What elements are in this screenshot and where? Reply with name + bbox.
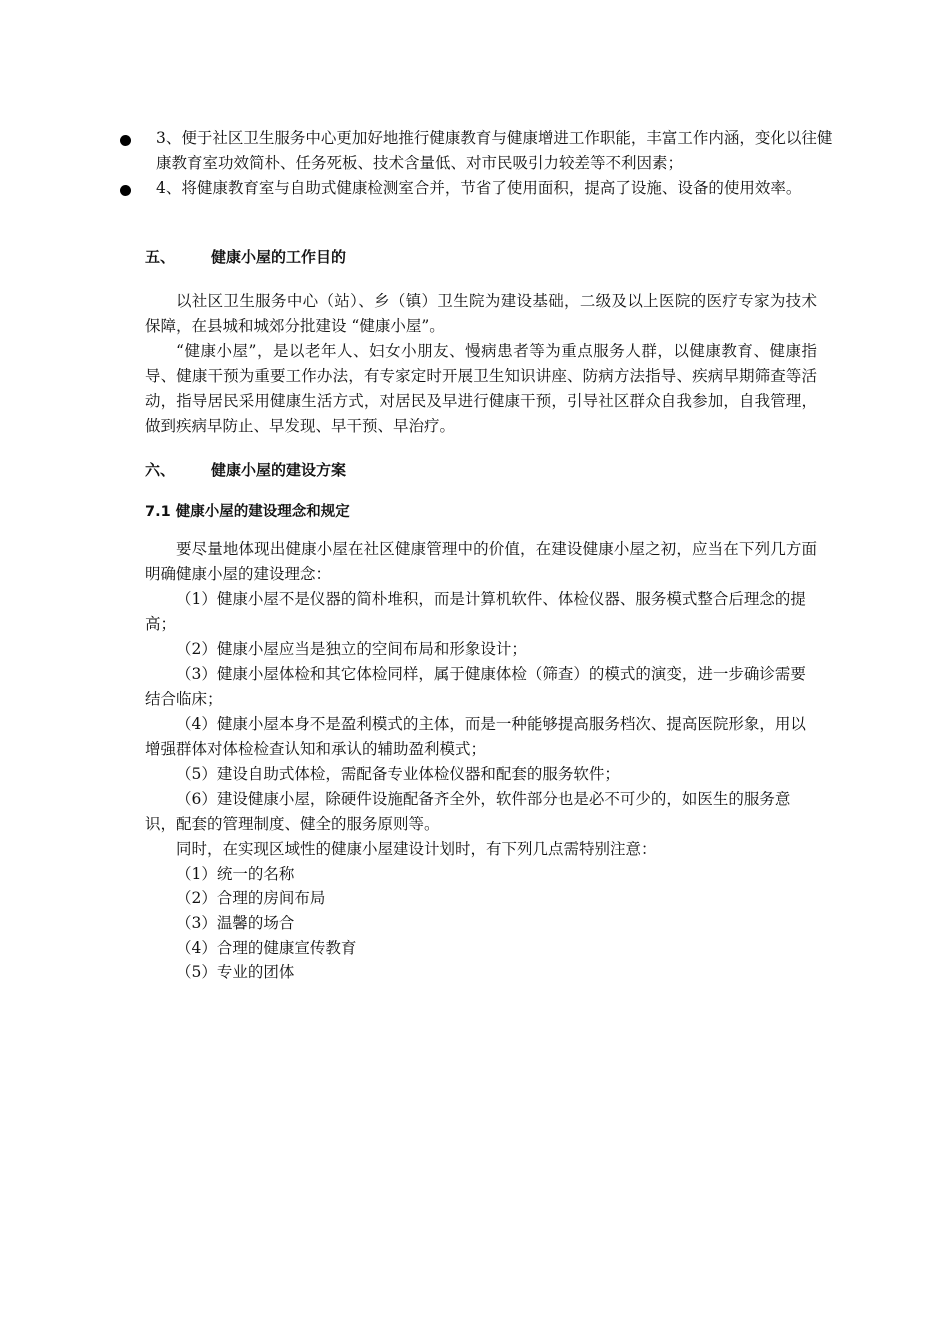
concept-item: （2）健康小屋应当是独立的空间布局和形象设计； bbox=[176, 640, 527, 658]
concept-item: （4）健康小屋本身不是盈利模式的主体，而是一种能够提高服务档次、提高医院形象，用以增强群体对体检检查认知和承认的辅助盈利模式； bbox=[145, 715, 806, 758]
section-5-number: 五、 bbox=[145, 248, 176, 266]
section-7-1-intro: 要尽量地体现出健康小屋在社区健康管理中的价值，在建设健康小屋之初，应当在下列几方面明确健康小屋的建设理念： bbox=[145, 540, 817, 583]
concept-item: （6）建设健康小屋，除硬件设施配备齐全外，软件部分也是必不可少的，如医生的服务意识，配套的管理制度、健全的服务原则等。 bbox=[145, 790, 791, 833]
notice-item: （1）统一的名称 bbox=[176, 865, 295, 883]
section-5-paragraph: 以社区卫生服务中心（站）、乡（镇）卫生院为建设基础，二级及以上医院的医疗专家为技术保障，在县城和城郊分批建设 “健康小屋”。 bbox=[145, 292, 817, 335]
concept-item: （5）建设自助式体检，需配备专业体检仪器和配套的服务软件； bbox=[176, 765, 620, 783]
section-6-number: 六、 bbox=[145, 461, 176, 479]
section-6-title: 健康小屋的建设方案 bbox=[211, 461, 347, 479]
section-7-1-heading: 7.1 健康小屋的建设理念和规定 bbox=[145, 504, 350, 520]
section-6-heading bbox=[145, 459, 346, 481]
bullet-text: 3、便于社区卫生服务中心更加好地推行健康教育与健康增进工作职能，丰富工作内涵，变化以往健康教育室功效简朴、任务死板、技术含量低、对市民吸引力较差等不利因素； bbox=[156, 129, 833, 172]
section-5-title: 健康小屋的工作目的 bbox=[211, 248, 347, 266]
section-5-paragraph: “健康小屋”，是以老年人、妇女小朋友、慢病患者等为重点服务人群，以健康教育、健康指导、健康干预为重要工作办法，有专家定时开展卫生知识讲座、防病方法指导、疾病早期筛查等活动，指导居民采用健康生活方式，对居民及早进行健康干预，引导社区群众自我参加，自我管理，做到疾病早防止、早发现、早干预、早治疗。 bbox=[145, 342, 817, 435]
bullet-dot-icon bbox=[120, 185, 131, 196]
bullet-dot-icon bbox=[120, 135, 131, 146]
bullet-text: 4、将健康教育室与自助式健康检测室合并，节省了使用面积，提高了设施、设备的使用效率。 bbox=[156, 179, 802, 197]
notice-item: （3）温馨的场合 bbox=[176, 914, 295, 932]
notice-item: （2）合理的房间布局 bbox=[176, 889, 326, 907]
notice-item: （5）专业的团体 bbox=[176, 963, 295, 981]
section-5-heading bbox=[145, 246, 346, 268]
notice-item: （4）合理的健康宣传教育 bbox=[176, 939, 357, 957]
notice-intro: 同时，在实现区域性的健康小屋建设计划时，有下列几点需特别注意： bbox=[176, 840, 657, 858]
concept-item: （1）健康小屋不是仪器的简朴堆积，而是计算机软件、体检仪器、服务模式整合后理念的提高； bbox=[145, 590, 806, 633]
concept-item: （3）健康小屋体检和其它体检同样，属于健康体检（筛查）的模式的演变，进一步确诊需要结合临床； bbox=[145, 665, 806, 708]
